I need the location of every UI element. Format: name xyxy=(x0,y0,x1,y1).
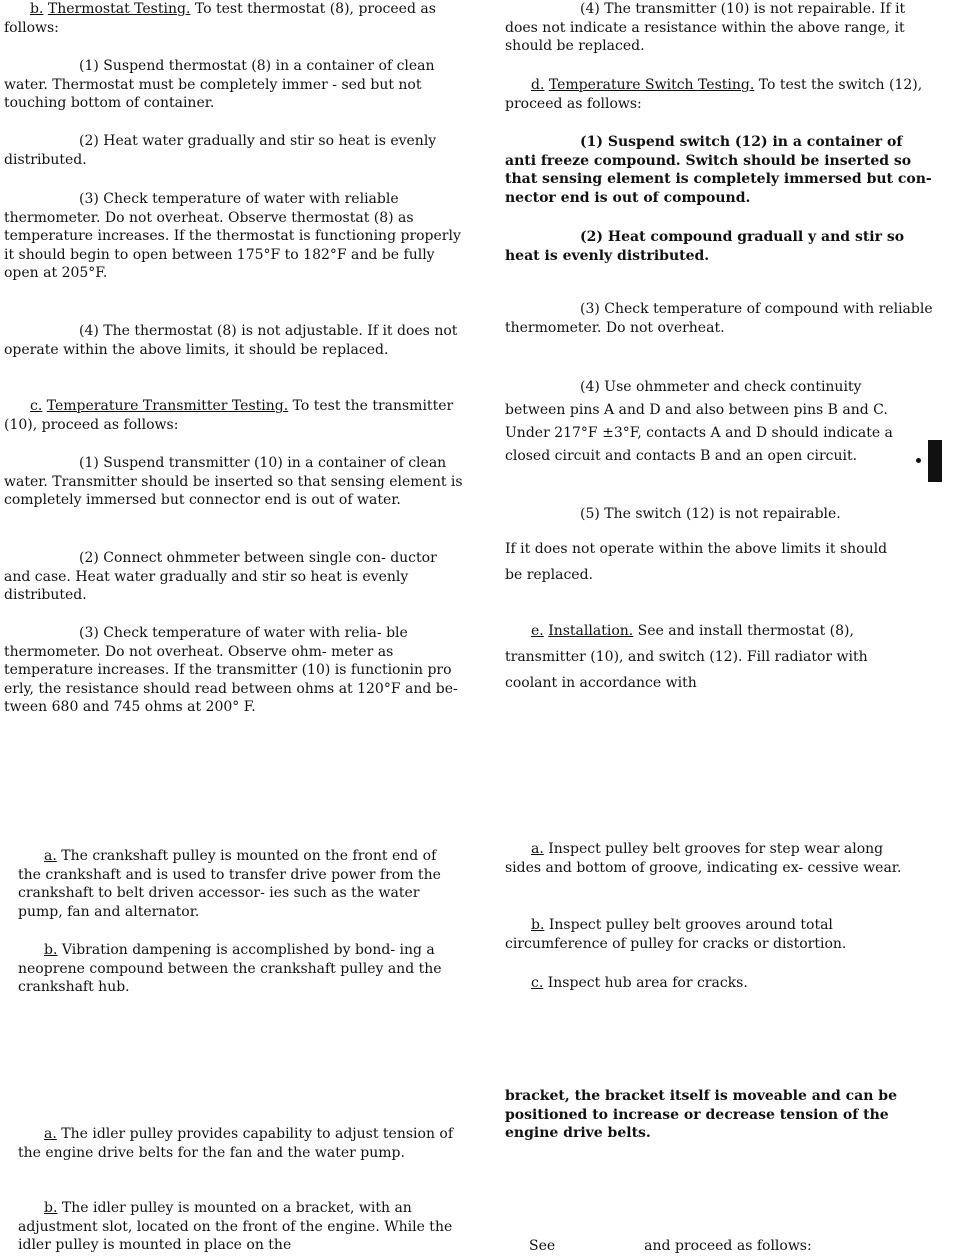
step-c3: (3) Check temperature of water with relia- ble thermometer. Do not overheat. Observe ohm- meter as temperature increases. If the transmitter (10) is functionin pro erly, the resistance should read between ohms at 120°F and be- tween 680 and 745 ohms at 200° F. xyxy=(4,625,458,715)
section-b-thermostat-testing xyxy=(4,0,464,37)
crank-a-text: The crankshaft pulley is mounted on the front end of the crankshaft and is used to transfer drive power from the crankshaft to belt driven accessor- ies such as the water pump, fan and alternator. xyxy=(18,848,441,920)
step-d5: (5) The switch (12) is not repairable. xyxy=(580,506,841,522)
inspect-c xyxy=(505,974,925,993)
idler-a-text: The idler pulley provides capability to adjust tension of the engine drive belts for the fan and the water pump. xyxy=(18,1126,454,1161)
step-c2: (2) Connect ohmmeter between single con- ductor and case. Heat water gradually and stir so heat is evenly distributed. xyxy=(4,550,437,603)
inspect-a-text: Inspect pulley belt grooves for step wear along sides and bottom of groove, indicating ex- cessive wear. xyxy=(505,841,902,876)
idler-b xyxy=(18,1199,466,1255)
step-d4: (4) Use ohmmeter and check continuity between pins A and D and also between pins B and C. Under 217°F ±3°F, contacts A and D should indicate a closed circuit and contacts B and an open circuit. xyxy=(505,379,893,464)
step-b1: (1) Suspend thermostat (8) in a container of clean water. Thermostat must be completely immer - sed but not touching bottom of container. xyxy=(4,58,435,111)
section-b-title: Thermostat Testing. xyxy=(47,1,191,17)
inspect-b-text: Inspect pulley belt grooves around total circumference of pulley for cracks or distortion. xyxy=(505,917,847,952)
section-d-letter: d. xyxy=(531,77,545,93)
step-b4: (4) The thermostat (8) is not adjustable. If it does not operate within the above limits, it should be replaced. xyxy=(4,323,458,358)
crank-b xyxy=(18,941,458,997)
step-d5-cont: If it does not operate within the above limits it should be replaced. xyxy=(505,541,888,583)
section-d-heading xyxy=(505,76,933,113)
step-d1: (1) Suspend switch (12) in a container of anti freeze compound. Switch should be inserted so that sensing element is completely immersed but con- nector end is out of compound. xyxy=(505,134,932,206)
crank-a-letter: a. xyxy=(44,848,57,864)
crank-a xyxy=(18,847,458,921)
section-d-intro: To test the switch (12), proceed as follows: xyxy=(505,77,923,112)
step-c1: (1) Suspend transmitter (10) in a container of clean water. Transmitter should be inserted so that sensing element is completely immersed but connector end is out of water. xyxy=(4,455,463,508)
section-e-title: Installation. xyxy=(548,623,634,639)
inspect-c-letter: c. xyxy=(531,975,544,991)
change-bar-marker xyxy=(928,440,942,482)
see-line: See and proceed as follows: xyxy=(529,1238,812,1254)
idler-a xyxy=(18,1125,463,1162)
step-d2: (2) Heat compound graduall y and stir so heat is evenly distributed. xyxy=(505,229,905,264)
section-e-letter: e. xyxy=(531,623,544,639)
section-e-text: See and install thermostat (8), transmitter (10), and switch (12). Fill radiator with coolant in accordance with xyxy=(505,623,868,691)
section-d-title: Temperature Switch Testing. xyxy=(548,77,755,93)
section-c-title: Temperature Transmitter Testing. xyxy=(46,398,289,414)
idler-b-text: The idler pulley is mounted on a bracket, with an adjustment slot, located on the front of the engine. While the idler pulley is mounted in place on the xyxy=(18,1200,453,1253)
step-b3: (3) Check temperature of water with reliable thermometer. Do not overheat. Observe thermostat (8) as temperature increases. If the thermostat is functioning properly it should begin to open between 175°F to 182°F and be fully open at 205°F. xyxy=(4,191,461,281)
step-c4: (4) The transmitter (10) is not repairable. If it does not indicate a resistance within the above range, it should be replaced. xyxy=(505,1,906,54)
section-c-letter: c. xyxy=(30,398,43,414)
section-b-heading xyxy=(4,0,464,37)
section-c-intro: To test the transmitter (10), proceed as follows: xyxy=(4,398,454,433)
idler-b-letter: b. xyxy=(44,1200,58,1216)
step-d3: (3) Check temperature of compound with reliable thermometer. Do not overheat. xyxy=(505,301,933,336)
section-c-heading xyxy=(4,397,464,434)
crank-b-letter: b. xyxy=(44,942,58,958)
section-e-heading xyxy=(505,618,905,696)
inspect-b xyxy=(505,916,925,953)
inspect-a xyxy=(505,840,915,877)
inspect-b-letter: b. xyxy=(531,917,545,933)
section-b-intro: To test thermostat (8), proceed as follows: xyxy=(4,1,436,36)
inspect-c-text: Inspect hub area for cracks. xyxy=(543,975,748,991)
change-bar-dot xyxy=(916,458,921,463)
bracket-continuation: bracket, the bracket itself is moveable and can be positioned to increase or decrease tension of the engine drive belts. xyxy=(505,1088,897,1141)
idler-a-letter: a. xyxy=(44,1126,57,1142)
step-b2: (2) Heat water gradually and stir so heat is evenly distributed. xyxy=(4,133,437,168)
section-b-letter: b. xyxy=(30,1,44,17)
inspect-a-letter: a. xyxy=(531,841,544,857)
crank-b-text: Vibration dampening is accomplished by bond- ing a neoprene compound between the crankshaft pulley and the crankshaft hub. xyxy=(18,942,442,995)
